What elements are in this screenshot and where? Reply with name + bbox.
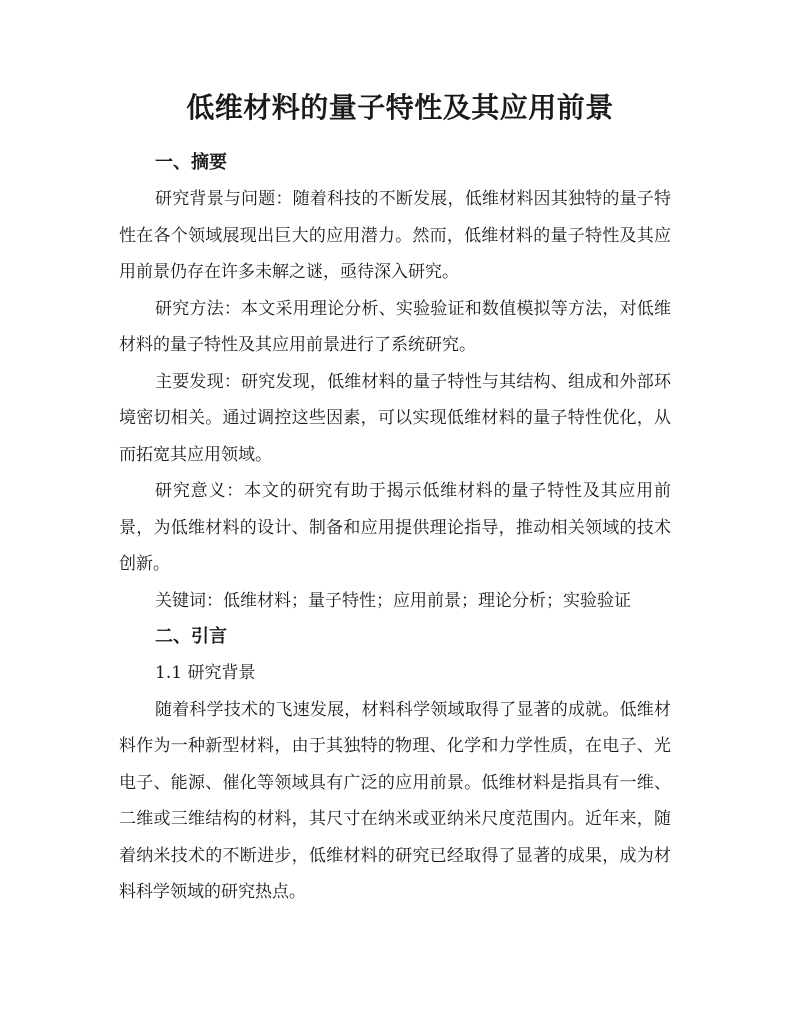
research-background-paragraph: 随着科学技术的飞速发展，材料科学领域取得了显著的成就。低维材料作为一种新型材料，由于其独特的物理、化学和力学性质，在电子、光电子、能源、催化等领域具有广泛的应用前景。低维材料是指具有一维、二维或三维结构的材料，其尺寸在纳米或亚纳米尺度范围内。近年来，随着纳米技术的不断进步，低维材料的研究已经取得了显著的成果，成为材料科学领域的研究热点。 bbox=[119, 699, 671, 902]
research-background-subheading: 1.1 研究背景 bbox=[155, 663, 256, 683]
keywords-line: 关键词：低维材料；量子特性；应用前景；理论分析；实验验证 bbox=[155, 590, 631, 611]
document-body bbox=[119, 145, 671, 911]
abstract-methods-paragraph: 研究方法：本文采用理论分析、实验验证和数值模拟等方法，对低维材料的量子特性及其应用前景进行了系统研究。 bbox=[119, 298, 671, 355]
abstract-background-paragraph: 研究背景与问题：随着科技的不断发展，低维材料因其独特的量子特性在各个领域展现出巨大的应用潜力。然而，低维材料的量子特性及其应用前景仍存在许多未解之谜，亟待深入研究。 bbox=[119, 189, 671, 282]
introduction-heading: 二、引言 bbox=[155, 626, 227, 647]
abstract-significance-paragraph: 研究意义：本文的研究有助于揭示低维材料的量子特性及其应用前景，为低维材料的设计、制备和应用提供理论指导，推动相关领域的技术创新。 bbox=[119, 481, 671, 574]
abstract-heading: 一、摘要 bbox=[155, 152, 227, 173]
document-title: 低维材料的量子特性及其应用前景 bbox=[186, 91, 614, 124]
abstract-findings-paragraph: 主要发现：研究发现，低维材料的量子特性与其结构、组成和外部环境密切相关。通过调控这些因素，可以实现低维材料的量子特性优化，从而拓宽其应用领域。 bbox=[119, 371, 671, 465]
